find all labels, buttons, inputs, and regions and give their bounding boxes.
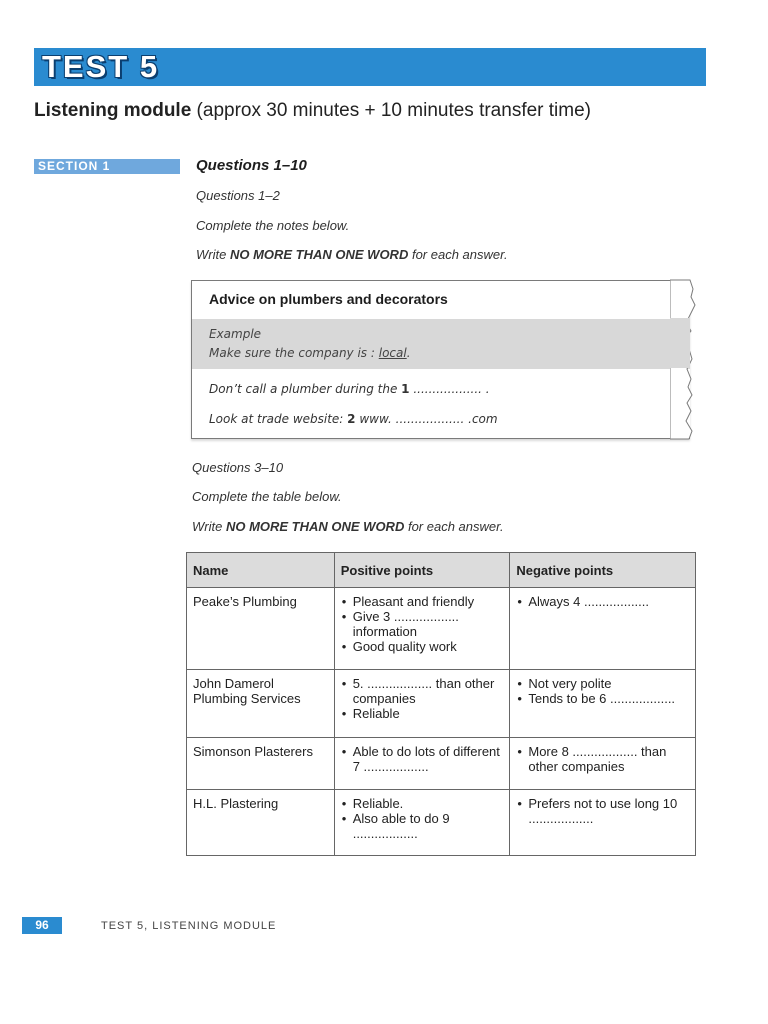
comparison-table	[186, 552, 696, 856]
list-item: • More 8 .................. than other companies	[516, 744, 689, 774]
header-positive: Positive points	[334, 553, 510, 588]
positive-points	[334, 670, 510, 738]
company-name: Simonson Plasterers	[187, 738, 335, 790]
example-text: Make sure the company is : local.	[209, 346, 411, 360]
list-item: • Able to do lots of different 7 ..................	[341, 744, 504, 774]
positive-points	[334, 588, 510, 670]
table-row	[187, 670, 696, 738]
table-row	[187, 790, 696, 856]
table-row	[187, 738, 696, 790]
test-title-banner	[34, 48, 706, 86]
list-item: • Give 3 .................. information	[341, 609, 504, 639]
negative-points	[510, 670, 696, 738]
list-item: • Always 4 ..................	[516, 594, 689, 609]
list-item: • Tends to be 6 ..................	[516, 691, 689, 706]
header-name: Name	[187, 553, 335, 588]
torn-edge	[670, 279, 704, 445]
notes-box	[191, 280, 690, 439]
table-instruction: Complete the table below.	[192, 489, 342, 504]
list-item: • 5. .................. than other companies	[341, 676, 504, 706]
word-limit-instruction: Write NO MORE THAN ONE WORD for each answer.	[196, 247, 508, 262]
notes-title: Advice on plumbers and decorators	[209, 291, 448, 307]
positive-points	[334, 790, 510, 856]
running-footer: TEST 5, LISTENING MODULE	[101, 920, 277, 932]
negative-points	[510, 738, 696, 790]
list-item: • Pleasant and friendly	[341, 594, 504, 609]
table-word-limit-instruction: Write NO MORE THAN ONE WORD for each answer.	[192, 519, 504, 534]
page-number: 96	[22, 917, 62, 934]
negative-points	[510, 588, 696, 670]
comparison-table-wrapper	[186, 552, 696, 856]
questions-1-2-label: Questions 1–2	[196, 188, 280, 203]
list-item: • Prefers not to use long 10 ..................	[516, 796, 689, 826]
note-line-1: Don’t call a plumber during the 1 .................. .	[209, 382, 490, 396]
header-negative: Negative points	[510, 553, 696, 588]
questions-heading: Questions 1–10	[196, 157, 307, 174]
list-item: • Also able to do 9 ..................	[341, 811, 504, 841]
list-item: • Good quality work	[341, 639, 504, 654]
company-name: H.L. Plastering	[187, 790, 335, 856]
negative-points	[510, 790, 696, 856]
notes-instruction: Complete the notes below.	[196, 218, 350, 233]
table-row	[187, 588, 696, 670]
table-header-row	[187, 553, 696, 588]
example-block	[192, 319, 690, 369]
example-answer: local	[378, 346, 407, 360]
list-item: • Reliable	[341, 706, 504, 721]
list-item: • Reliable.	[341, 796, 504, 811]
example-label: Example	[209, 327, 262, 341]
test-title: TEST 5	[42, 49, 160, 84]
module-duration: (approx 30 minutes + 10 minutes transfer time)	[191, 100, 591, 121]
questions-3-10-label: Questions 3–10	[192, 460, 284, 475]
section-label: SECTION 1	[34, 159, 180, 174]
note-line-2: Look at trade website: 2 www. .................. .com	[209, 412, 498, 426]
list-item: • Not very polite	[516, 676, 689, 691]
company-name: John Damerol Plumbing Services	[187, 670, 335, 738]
company-name: Peake’s Plumbing	[187, 588, 335, 670]
module-heading	[34, 100, 591, 122]
positive-points	[334, 738, 510, 790]
module-title: Listening module	[34, 100, 192, 121]
